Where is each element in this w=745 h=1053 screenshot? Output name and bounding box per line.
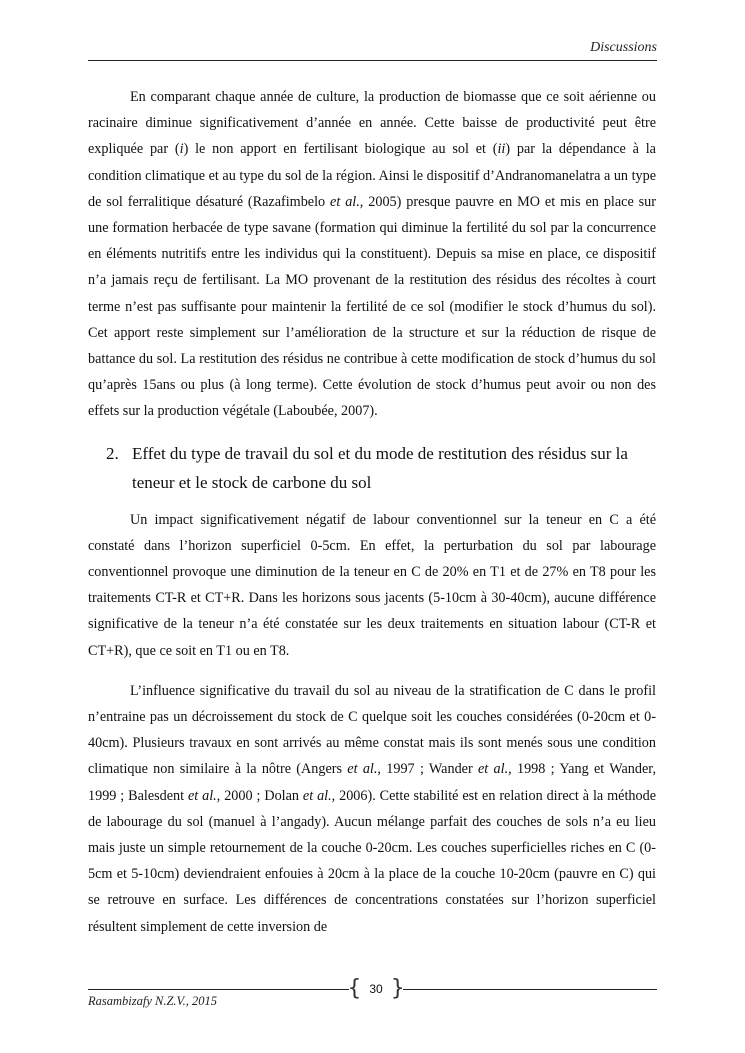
italic-run: et al.,	[330, 193, 364, 210]
running-header	[88, 40, 657, 61]
footer-author: Rasambizafy N.Z.V., 2015	[88, 994, 217, 1008]
italic-run: et al.,	[302, 787, 336, 804]
italic-run: et al.	[188, 787, 217, 804]
italic-run: ii	[497, 141, 506, 158]
paragraph-biomass	[88, 84, 656, 425]
section-title: Effet du type de travail du sol et du mode de restitution des résidus sur la teneur et le stock de carbone du sol	[132, 443, 628, 492]
text-run: 1998 ; Yang et Wander, 1999 ; Balesdent	[88, 761, 656, 804]
page-number-box	[349, 974, 403, 1004]
text-run: 2006). Cette stabilité est en relation direct à la méthode de labourage du sol (manuel à l’angady). Aucun mélange parfait des couches de sols n’a eu lieu mais juste un simple retournement de la couche 0-20cm. Les couches superficielles riches en C (0-5cm et 5-10cm) deviendraient enfouies à 20cm à la place de la couche 10-20cm (pauvre en C) qui se retrouve en surface. Les différences de concentrations constatées sur l’horizon superficiel résultent simplement de cette inversion de	[88, 787, 656, 935]
page-body	[88, 84, 656, 940]
text-run: L’influence significative du travail du sol au niveau de la stratification de C dans le profil n’entraine pas un décroissement du stock de C quelque soit les couches considérées (0-20cm et 0-40cm). Plusieurs travaux en sont arrivés au même constat mais ils sont menés sous une condition climatique non similaire à la nôtre (Angers	[88, 682, 656, 778]
paragraph-labour-impact: Un impact significativement négatif de labour conventionnel sur la teneur en C a été constaté dans l’horizon superficiel 0-5cm. En effet, la perturbation du sol par labourage conventionnel provoque une diminution de la teneur en C de 20% en T1 et de 27% en T8 pour les traitements CT-R et CT+R. Dans les horizons sous jacents (5-10cm à 30-40cm), aucune différence significative de la teneur n’a été constatée sur les deux traitements en situation labour (CT-R et CT+R), que ce soit en T1 ou en T8.	[88, 511, 656, 659]
italic-run: et al.,	[478, 761, 512, 778]
paragraph-stratification	[88, 678, 656, 940]
text-run: 2005) presque pauvre en MO et mis en place sur une formation herbacée de type savane (formation qui diminue la fertilité du sol par la concurrence en éléments nutritifs entre les individus qui la constituent). Depuis sa mise en place, ce dispositif n’a jamais reçu de fertilisant. La MO provenant de la restitution des résidus des récoltes à court terme n’est pas suffisante pour maintenir la fertilité de ce sol (modifier le stock d’humus du sol). Cet apport reste simplement sur l’amélioration de la structure et sur la réduction de risque de battance du sol. La restitution des résidus ne contribue à cette modification de stock d’humus du sol qu’après 15ans ou plus (à long terme). Cette évolution de stock d’humus peut avoir ou non des effets sur la production végétale (Laboubée, 2007).	[88, 193, 656, 420]
section-heading	[88, 439, 656, 497]
header-title: Discussions	[590, 40, 657, 55]
italic-run: i	[179, 141, 184, 158]
left-brace-icon: {	[347, 976, 362, 1001]
text-run: , 2000 ; Dolan	[216, 787, 303, 804]
page-number: 30	[369, 982, 383, 996]
right-brace-icon: }	[390, 976, 405, 1001]
text-run: En comparant chaque année de culture, la production de biomasse que ce soit aérienne ou racinaire diminue significativement d’année en année. Cette baisse de productivité peut être expliquée par (	[88, 89, 656, 158]
italic-run: et al.	[347, 761, 378, 778]
text-run: , 1997 ; Wander	[377, 761, 478, 778]
text-run: ) le non apport en fertilisant biologique au sol et (	[183, 141, 498, 158]
section-number: 2.	[106, 443, 119, 463]
text-run: ) par la dépendance à la condition climatique et au type du sol de la région. Ainsi le dispositif d’Andranomanelatra a un type de sol ferralitique désaturé (Razafimbelo	[88, 141, 656, 210]
paragraph-gap	[88, 664, 656, 678]
